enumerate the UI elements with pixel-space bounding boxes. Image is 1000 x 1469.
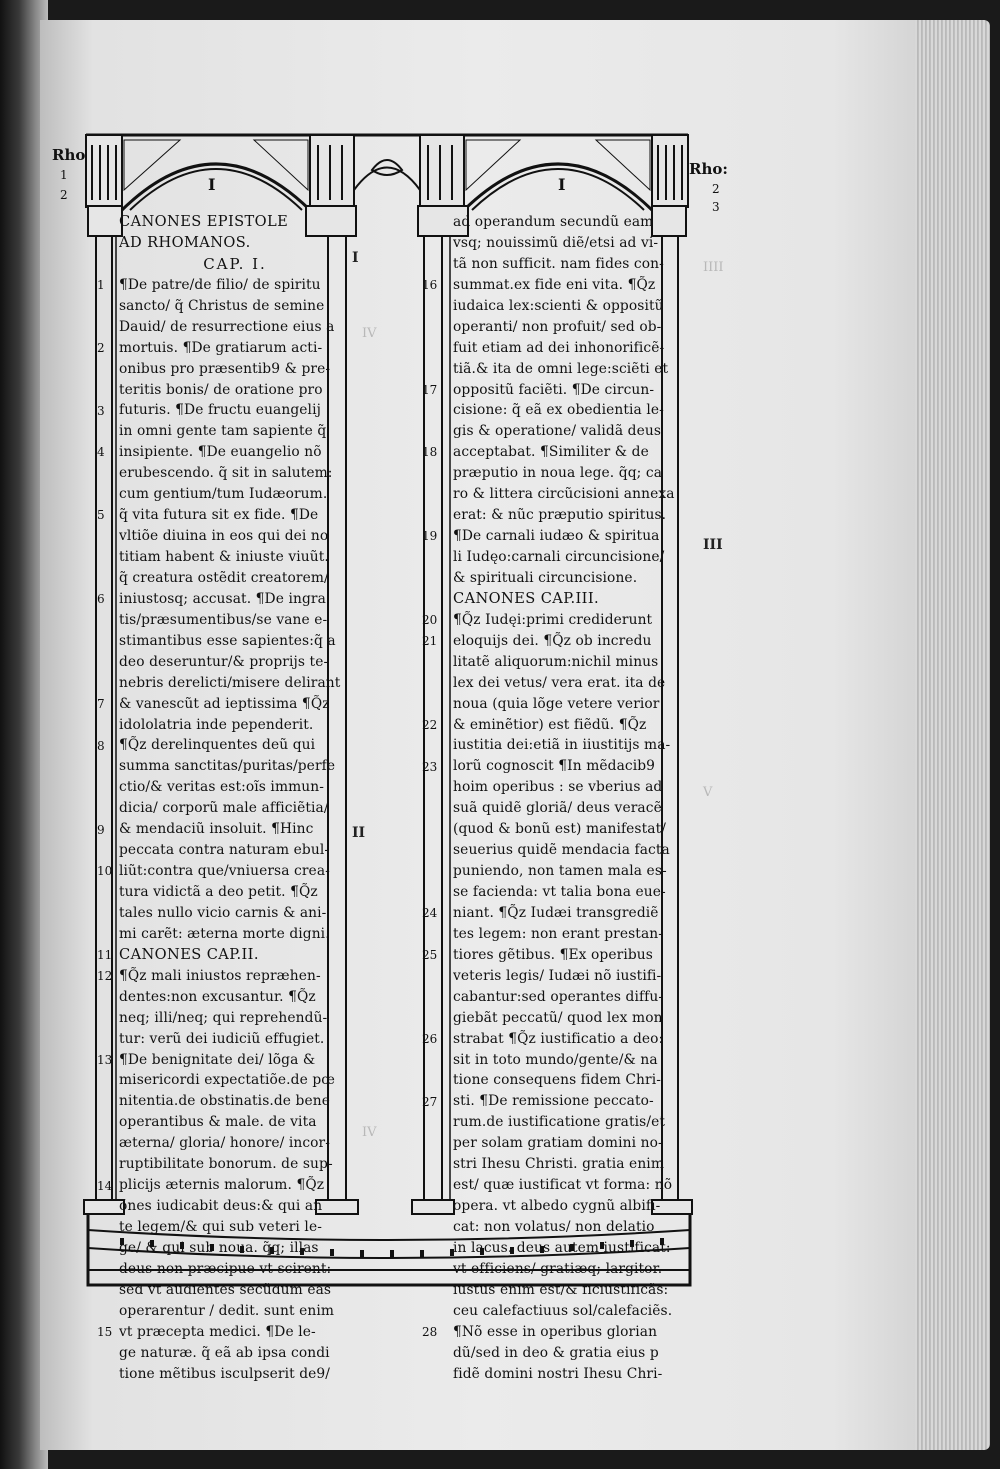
text-line: tis/præsumentibus/se vane e- (119, 611, 328, 628)
text-line: q̃ vita futura sit ex fide. ¶De (119, 507, 319, 524)
text-column-left (119, 212, 351, 1385)
text-line: summat.ex fide eni vita. ¶Q̃z (453, 276, 656, 293)
text-line: tales nullo vicio carnis & ani- (119, 904, 327, 921)
text-line: tã non sufficit. nam fides con- (453, 255, 664, 272)
verse-number: 23 (422, 759, 438, 774)
text-line: q̃ creatura ostẽdit creatorem/ (119, 569, 329, 586)
text-line: seuerius quidẽ mendacia facta (453, 842, 670, 859)
verse-number: 8 (97, 738, 105, 753)
text-line: tura vidictã a deo petit. ¶Q̃z (119, 884, 318, 900)
verse-number: 2 (97, 340, 105, 355)
chapter-margin-numeral: I (352, 250, 359, 266)
running-head-right: Rho: (689, 160, 728, 178)
verse-number: 26 (422, 1032, 438, 1047)
text-line: oppositũ faciẽti. ¶De circun- (453, 381, 655, 398)
text-line: cisione: q̃ eã ex obedientia le- (453, 402, 664, 419)
text-line: summa sanctitas/puritas/perfe (119, 758, 336, 775)
text-line: mortuis. ¶De gratiarum acti- (119, 339, 323, 356)
text-line: se facienda: vt talia bona eue- (453, 884, 666, 900)
text-line: ro & littera circũcisioni annexa (453, 486, 675, 503)
text-line: giebãt peccatũ/ quod lex mon (453, 1009, 663, 1026)
text-line: ¶Nõ esse in operibus glorian (453, 1323, 658, 1340)
text-line: õnes iudicabit deus:& qui an (119, 1198, 323, 1215)
chapter-margin-numeral: III (703, 537, 723, 553)
text-line: liũt:contra que/vniuersa crea- (119, 863, 330, 880)
text-line: tes legem: non erant prestan- (453, 925, 664, 942)
text-line: ¶Q̃z Iudęi:primi crediderunt (453, 611, 653, 628)
text-line: ¶De benignitate dei/ lõga & (119, 1051, 316, 1068)
text-line: te legem/& qui sub veteri le- (119, 1219, 322, 1235)
text-line: peccata contra naturam ebul- (119, 842, 330, 859)
text-line: & vanescũt ad ieptissima ¶Q̃z (119, 695, 330, 712)
text-line: strabat ¶Q̃z iustificatio a deo: (453, 1030, 664, 1047)
text-line: idololatria inde pependerit. (119, 716, 314, 733)
verse-number: 14 (97, 1178, 113, 1193)
text-line: sit in toto mundo/gente/& na (453, 1051, 658, 1068)
verse-number: 18 (422, 445, 438, 460)
text-line: vt efficiens/ gratiæq; largitor. (453, 1260, 663, 1277)
text-line: ¶Q̃z mali iniustos repræhen- (119, 967, 321, 984)
verse-number: 13 (97, 1053, 113, 1067)
text-column-right (453, 212, 685, 1385)
text-line: operarentur / dedit. sunt enim (119, 1302, 335, 1319)
text-line: opera. vt albedo cygnũ albifi- (453, 1198, 661, 1215)
verse-number: 6 (97, 592, 105, 607)
text-line: ctio/& veritas est:oĩs immun- (119, 779, 325, 796)
text-line: in lacus. deus autem iustificat: (453, 1239, 671, 1256)
text-line: ad operandum secundũ eam (453, 214, 654, 230)
folio-right: I (558, 175, 566, 194)
text-line: futuris. ¶De fructu euangelij (119, 402, 321, 419)
verse-number: 19 (422, 529, 438, 544)
text-line: cabantur:sed operantes diffu- (453, 988, 664, 1005)
section-heading: CANONES EPISTOLE (119, 213, 289, 230)
text-line: præputio in noua lege. q̃q; ca (453, 465, 663, 482)
text-line: nitentia.de obstinatis.de bene (119, 1093, 330, 1110)
text-line: ceu calefactiuus sol/calefaciẽs. (453, 1302, 673, 1319)
text-line: est/ quæ iustificat vt forma: nõ (453, 1177, 673, 1194)
text-line: eloquijs dei. ¶Q̃z ob incredu (453, 632, 652, 649)
verse-number: 22 (422, 717, 438, 732)
text-line: cat: non volatus/ non delatio (453, 1219, 655, 1235)
verse-number: 25 (422, 948, 438, 963)
section-heading: CANONES CAP.III. (453, 589, 600, 607)
verse-number: 17 (422, 382, 438, 397)
text-line: teritis bonis/ de oratione pro (119, 381, 323, 398)
text-line: iustitia dei:etiã in iiustitijs ma- (453, 737, 671, 754)
text-line: nebris derelicti/misere delirant (119, 674, 341, 691)
text-line: æterna/ gloria/ honore/ incor- (119, 1135, 331, 1152)
text-line: puniendo, non tamen mala es- (453, 863, 667, 880)
text-line: vsq; nouissimũ diẽ/etsi ad vi- (453, 234, 659, 251)
text-line: iudaica lex:scienti & oppositũ (453, 297, 664, 314)
text-line: cum gentium/tum Iudæorum. (119, 486, 328, 503)
running-head-left: Rho (52, 146, 86, 164)
text-line: ge naturæ. q̃ eã ab ipsa condi (119, 1344, 330, 1361)
text-line: iustus enim est/& ficiustificãs: (453, 1281, 669, 1298)
text-line: tiã.& ita de omni lege:sciẽti et (453, 360, 669, 377)
text-line: mi carẽt: æterna morte digni. (119, 925, 330, 942)
text-line: misericordi expectatiõe.de pœ (119, 1072, 336, 1089)
text-line: sti. ¶De remissione peccato- (453, 1093, 654, 1110)
verse-number: 24 (422, 906, 438, 921)
text-line: tione mẽtibus isculpserit de9/ (119, 1365, 331, 1382)
text-line: deus non præcipue vt scirent: (119, 1260, 332, 1277)
text-line: tione consequens fidem Chri- (453, 1072, 661, 1089)
text-line: rum.de iustificatione gratis/et (453, 1114, 665, 1131)
verse-number: 16 (422, 277, 438, 292)
show-through-mark: V (703, 785, 713, 800)
text-line: (quod & bonũ est) manifestat/ (453, 821, 666, 838)
text-line: ge/ & qui sub noua. q̃q; illas (119, 1239, 319, 1256)
text-line: neq; illi/neq; qui reprehendũ- (119, 1009, 328, 1026)
verse-number: 9 (97, 822, 105, 837)
show-through-mark: IV (362, 1125, 377, 1140)
text-line: operantibus & male. de vita (119, 1114, 317, 1131)
text-line: titiam habent & iniuste viuũt. (119, 549, 329, 565)
text-line: fidẽ domini nostri Ihesu Chri- (453, 1365, 663, 1382)
text-line: gis & operatione/ validã deus (453, 423, 662, 440)
text-line: li Iudęo:carnali circuncisione/ (453, 549, 665, 565)
verse-number: 5 (97, 508, 105, 523)
verse-number: 20 (422, 613, 438, 628)
verse-number: 27 (422, 1094, 438, 1109)
text-line: tiores gẽtibus. ¶Ex operibus (453, 946, 653, 963)
verse-number: 4 (97, 445, 105, 460)
text-line: lex dei vetus/ vera erat. ita de (453, 674, 666, 691)
signature-right-2: 3 (712, 200, 720, 214)
section-heading: CANONES CAP.II. (119, 945, 259, 963)
text-line: litatẽ aliquorum:nichil minus (453, 653, 659, 670)
verse-number: 21 (422, 634, 438, 648)
text-line: & eminẽtior) est fiẽdũ. ¶Q̃z (453, 716, 647, 733)
text-line: & spirituali circuncisione. (453, 569, 638, 586)
text-line: plicijs æternis malorum. ¶Q̃z (119, 1177, 325, 1194)
folio-left: I (208, 175, 216, 194)
text-line: noua (quia lõge vetere verior (453, 695, 660, 712)
text-line: ¶De patre/de filio/ de spiritu (119, 276, 321, 293)
section-heading: AD RHOMANOS. (119, 233, 251, 251)
verse-number: 3 (97, 403, 105, 418)
text-line: dicia/ corporũ male afficiẽtia/ (119, 800, 329, 817)
text-line: & mendaciũ insoluit. ¶Hinc (119, 821, 314, 838)
text-line: acceptabat. ¶Similiter & de (453, 444, 649, 461)
text-line: veteris legis/ Iudæi nõ iustifi- (453, 967, 662, 984)
chapter-margin-numeral: II (352, 825, 366, 841)
text-line: erubescendo. q̃ sit in salutem: (119, 465, 333, 482)
text-line: iniustosq; accusat. ¶De ingra (119, 590, 326, 607)
text-line: stimantibus esse sapientes:q̃ a (119, 632, 336, 649)
text-line: ruptibilitate bonorum. de sup- (119, 1156, 333, 1173)
signature-left-2: 2 (60, 188, 68, 202)
text-line: sed vt audientes secũdum eas (119, 1281, 332, 1298)
text-line: stri Ihesu Christi. gratia enim (453, 1156, 664, 1173)
verse-number: 28 (422, 1325, 438, 1340)
section-heading: CAP. I. (203, 254, 267, 273)
text-line: ¶De carnali iudæo & spiritua (453, 528, 660, 545)
verse-number: 1 (97, 277, 105, 292)
text-line: suã quidẽ gloriã/ deus veracẽ (453, 800, 662, 817)
text-line: ¶Q̃z derelinquentes deũ qui (119, 737, 316, 754)
verse-number: 15 (97, 1325, 113, 1340)
text-line: onibus pro præsentib9 & pre- (119, 360, 331, 377)
text-line: insipiente. ¶De euangelio nõ (119, 444, 322, 461)
text-line: Dauid/ de resurrectione eius a (119, 318, 335, 335)
text-line: erat: & nũc præputio spiritus. (453, 507, 667, 524)
text-line: sancto/ q̃ Christus de semine (119, 297, 325, 314)
text-line: niant. ¶Q̃z Iudæi transgrediẽ (453, 904, 659, 921)
text-line: in omni gente tam sapiente q̃ (119, 423, 327, 440)
text-line: deo deseruntur/& proprijs te- (119, 653, 329, 670)
show-through-mark: IV (362, 326, 377, 341)
text-line: per solam gratiam domini no- (453, 1135, 663, 1152)
text-line: vltiõe diuina in eos qui dei no (119, 528, 329, 545)
show-through-mark: IIII (703, 260, 724, 275)
verse-number: 11 (97, 948, 113, 963)
signature-right-1: 2 (712, 182, 720, 196)
text-line: dũ/sed in deo & gratia eius p (453, 1344, 659, 1361)
text-line: hoim operibus : se vberius ad (453, 779, 663, 796)
signature-left-1: 1 (60, 168, 68, 182)
text-line: operanti/ non profuit/ sed ob- (453, 318, 662, 335)
text-line: vt præcepta medici. ¶De le- (119, 1323, 316, 1340)
verse-number: 7 (97, 696, 105, 711)
verse-number: 12 (97, 969, 113, 984)
text-line: lorũ cognoscit ¶In mẽdacib9 (453, 758, 656, 775)
text-line: tur: verũ dei iudiciũ effugiet. (119, 1030, 325, 1047)
text-line: fuit etiam ad dei inhonorificẽ- (453, 339, 665, 356)
verse-number: 10 (97, 864, 113, 879)
text-line: dentes:non excusantur. ¶Q̃z (119, 988, 316, 1005)
